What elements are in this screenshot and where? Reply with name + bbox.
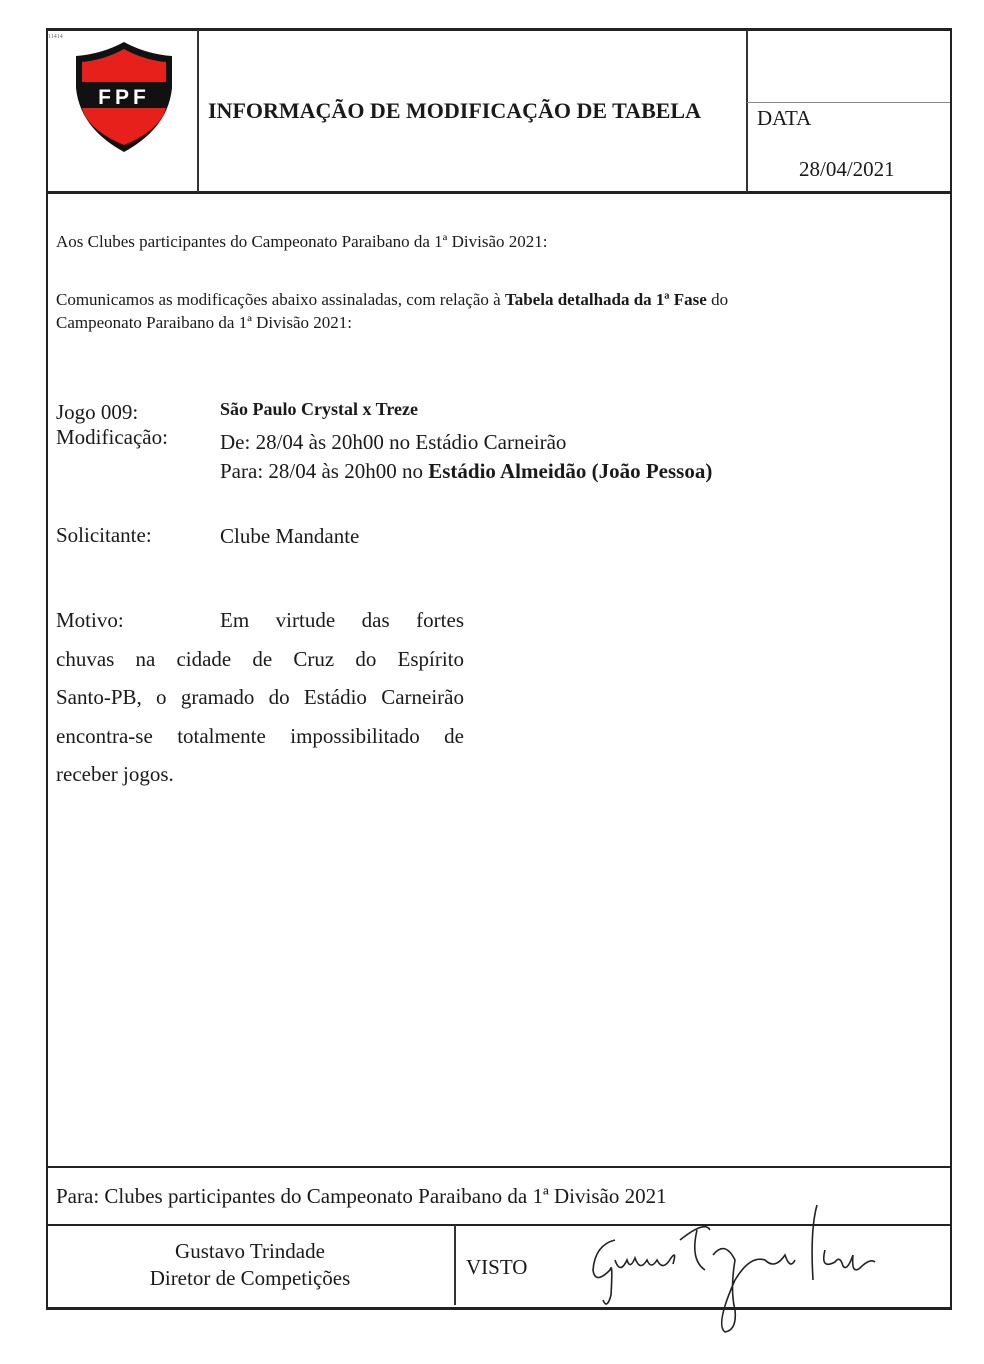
date-value: 28/04/2021 (799, 157, 895, 181)
greeting: Aos Clubes participantes do Campeonato Paraibano da 1ª Divisão 2021: (56, 232, 548, 251)
signature (585, 1200, 885, 1335)
match-title: São Paulo Crystal x Treze (220, 399, 418, 419)
fpf-logo (72, 42, 176, 154)
svg-text:FPF: FPF (98, 86, 150, 109)
document-code: 11414 (48, 34, 63, 40)
divider (747, 102, 950, 103)
divider (197, 30, 199, 192)
divider (454, 1225, 456, 1305)
requester-label: Solicitante: (56, 523, 152, 547)
schedule-from: De: 28/04 às 20h00 no Estádio Carneirão (220, 430, 567, 454)
signer-block: Gustavo Trindade Diretor de Competições (149, 1239, 351, 1290)
game-labels: Jogo 009: Modificação: (56, 400, 168, 449)
visto-label: VISTO (466, 1255, 528, 1279)
divider (46, 191, 950, 194)
date-label: DATA (757, 106, 812, 130)
recipients: Para: Clubes participantes do Campeonato Paraibano da 1ª Divisão 2021 (56, 1184, 667, 1208)
intro-text: Comunicamos as modificações abaixo assinaladas, com relação à Tabela detalhada da 1ª Fase do Campeonato Paraibano da 1ª Divisão 2021: (56, 290, 729, 332)
divider (746, 30, 748, 192)
divider (46, 1166, 950, 1168)
page-title: INFORMAÇÃO DE MODIFICAÇÃO DE TABELA (208, 98, 701, 123)
requester-value: Clube Mandante (220, 524, 360, 548)
schedule-to: Para: 28/04 às 20h00 no Estádio Almeidão (João Pessoa) (220, 459, 713, 483)
reason: Motivo: Em virtude das fortes chuvas na cidade de Cruz do Espírito Santo-PB, o gramado do Estádio Carneirão encontra-se totalmente impossibilitado de receber jogos. (56, 608, 464, 786)
